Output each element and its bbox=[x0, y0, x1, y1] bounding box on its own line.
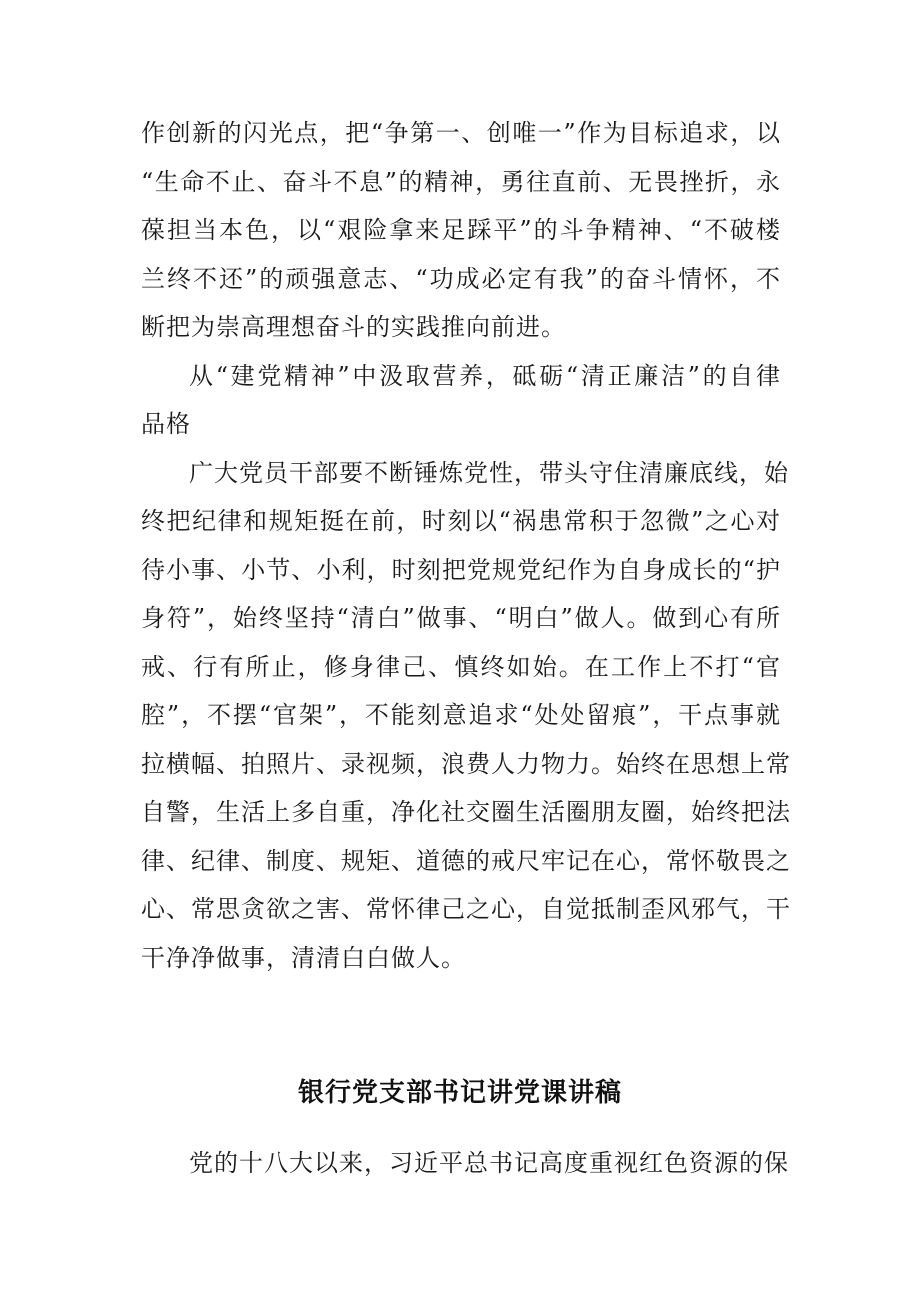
document-title: 银行党支部书记讲党课讲稿 bbox=[297, 1078, 622, 1108]
paragraph-line: 戒、行有所止，修身律己、慎终如始。在工作上不打“官 bbox=[141, 653, 781, 681]
paragraph-line: 断把为崇高理想奋斗的实践推向前进。 bbox=[141, 313, 566, 341]
paragraph-line: 葆担当本色，以“艰险拿来足踩平”的斗争精神、“不破楼 bbox=[141, 216, 781, 244]
paragraph-line: 腔”，不摆“官架”，不能刻意追求“处处留痕”，干点事就 bbox=[141, 701, 781, 729]
paragraph-line: 身符”，始终坚持“清白”做事、“明白”做人。做到心有所 bbox=[141, 604, 781, 632]
section-heading-line: 从“建党精神”中汲取营养，砥砺“清正廉洁”的自律 bbox=[189, 362, 781, 390]
paragraph-line: 终把纪律和规矩挺在前，时刻以“祸患常积于忽微”之心对 bbox=[141, 507, 781, 535]
paragraph-line: 待小事、小节、小利，时刻把党规党纪作为自身成长的“护 bbox=[141, 556, 781, 584]
section-heading-line: 品格 bbox=[141, 410, 191, 438]
paragraph-line: 兰终不还”的顽强意志、“功成必定有我”的奋斗情怀，不 bbox=[141, 265, 781, 293]
paragraph-line: 作创新的闪光点，把“争第一、创唯一”作为目标追求，以 bbox=[141, 119, 781, 147]
paragraph-line: “生命不止、奋斗不息”的精神，勇往直前、无畏挫折，永 bbox=[141, 168, 781, 196]
paragraph-line: 党的十八大以来，习近平总书记高度重视红色资源的保 bbox=[189, 1149, 789, 1177]
paragraph-line: 律、纪律、制度、规矩、道德的戒尺牢记在心，常怀敬畏之 bbox=[141, 847, 791, 875]
paragraph-line: 干净净做事，清清白白做人。 bbox=[141, 944, 466, 972]
paragraph-line: 心、常思贪欲之害、常怀律己之心，自觉抵制歪风邪气，干 bbox=[141, 895, 791, 923]
paragraph-line: 自警，生活上多自重，净化社交圈生活圈朋友圈，始终把法 bbox=[141, 798, 791, 826]
paragraph-line: 拉横幅、拍照片、录视频，浪费人力物力。始终在思想上常 bbox=[141, 750, 791, 778]
paragraph-line: 广大党员干部要不断锤炼党性，带头守住清廉底线，始 bbox=[189, 459, 789, 487]
